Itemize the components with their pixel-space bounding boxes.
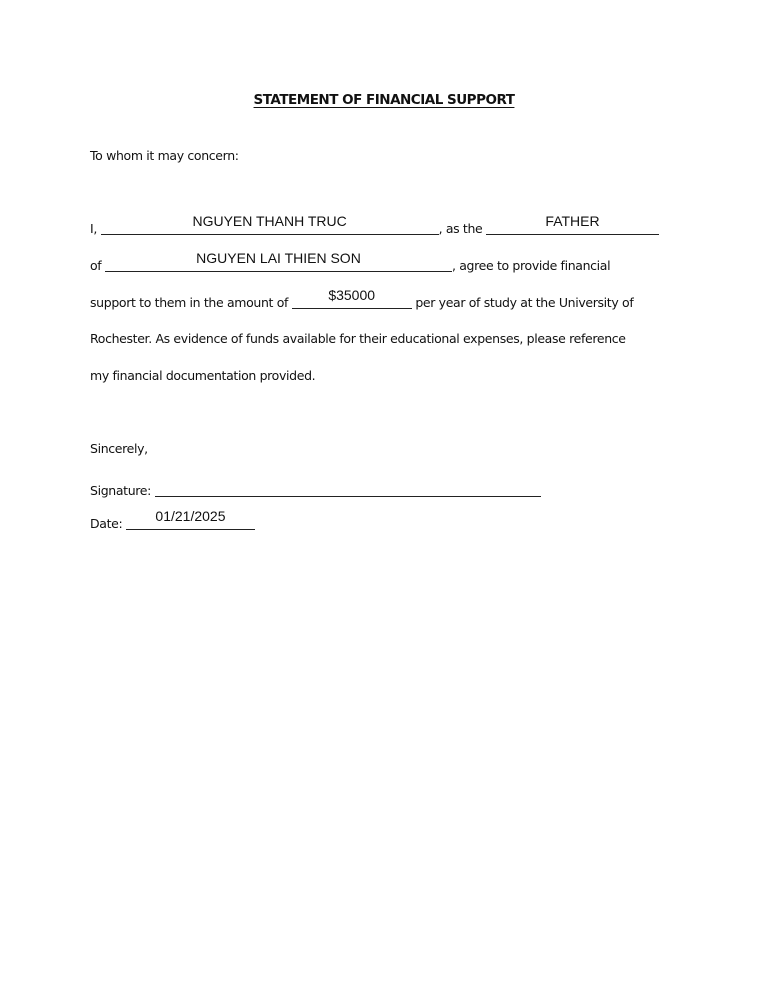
amount-value: $35000 [328, 287, 376, 303]
signature-field[interactable] [155, 482, 541, 497]
date-field[interactable] [126, 508, 255, 530]
salutation: To whom it may concern: [90, 148, 239, 163]
student-name-value: NGUYEN LAI THIEN SON [196, 250, 361, 266]
documentation-line: my financial documentation provided. [90, 368, 316, 383]
date-label: Date: [90, 516, 123, 531]
document-title: STATEMENT OF FINANCIAL SUPPORT [253, 92, 515, 108]
date-value: 01/21/2025 [155, 508, 226, 524]
relationship-prefix: , as the [438, 221, 483, 236]
student-name-field[interactable] [105, 250, 452, 272]
student-suffix: , agree to provide financial [451, 258, 611, 273]
evidence-line: Rochester. As evidence of funds available for their educational expenses, please reference [90, 331, 626, 346]
supporter-name-value: NGUYEN THANH TRUC [192, 213, 347, 229]
signature-label: Signature: [90, 483, 152, 498]
relationship-value: FATHER [545, 213, 600, 229]
closing: Sincerely, [90, 441, 148, 456]
student-line [90, 250, 611, 273]
supporter-prefix: I, [90, 221, 97, 236]
student-prefix: of [90, 258, 102, 273]
supporter-name-field[interactable] [101, 213, 439, 235]
supporter-line [90, 213, 659, 236]
signature-line [90, 482, 541, 498]
amount-suffix: per year of study at the University of [415, 295, 634, 310]
date-line [90, 508, 255, 531]
amount-line [90, 287, 634, 310]
relationship-field[interactable] [486, 213, 659, 235]
amount-prefix: support to them in the amount of [90, 295, 289, 310]
amount-field[interactable] [292, 287, 412, 309]
